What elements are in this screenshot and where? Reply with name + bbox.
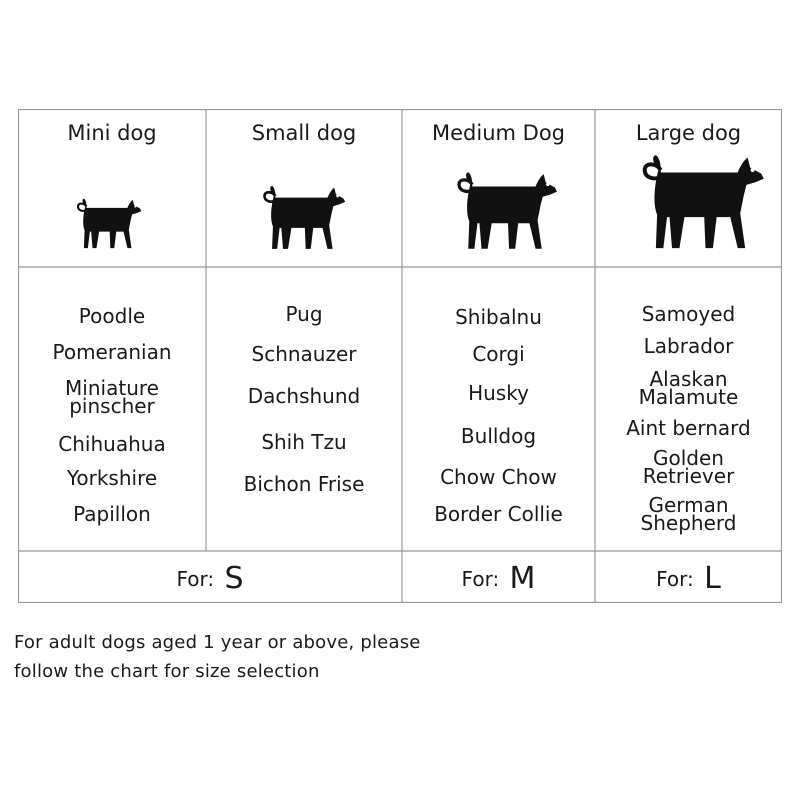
breed-item: Chihuahua bbox=[58, 432, 166, 456]
breed-item: Bulldog bbox=[460, 424, 537, 448]
breed-item: German Shepherd bbox=[640, 493, 737, 535]
size-prefix: For: bbox=[176, 567, 215, 591]
breed-item: Corgi bbox=[472, 342, 525, 366]
breed-item: Bichon Frise bbox=[243, 472, 365, 496]
dog-silhouette-icon bbox=[262, 181, 346, 253]
breed-item: Papillon bbox=[73, 502, 151, 526]
size-prefix: For: bbox=[461, 567, 500, 591]
breed-item: Chow Chow bbox=[440, 465, 557, 489]
breed-item: Schnauzer bbox=[251, 342, 357, 366]
size-label-s bbox=[18, 561, 402, 596]
breed-item: Pug bbox=[285, 302, 323, 326]
breed-item: Samoyed bbox=[641, 302, 736, 326]
dog-silhouette-icon bbox=[76, 195, 142, 251]
breed-item: Alaskan Malamute bbox=[638, 367, 739, 409]
dog-silhouette-icon bbox=[456, 167, 558, 253]
size-chart bbox=[18, 109, 782, 603]
breed-item: Golden Retriever bbox=[642, 446, 735, 488]
breed-item: Miniature pinscher bbox=[65, 376, 159, 418]
size-letter: S bbox=[224, 561, 244, 596]
breed-item: Aint bernard bbox=[626, 416, 751, 440]
note-line: For adult dogs aged 1 year or above, please bbox=[14, 632, 421, 653]
size-letter: M bbox=[509, 561, 536, 596]
breed-item: Dachshund bbox=[247, 384, 361, 408]
breed-item: Labrador bbox=[643, 334, 734, 358]
breed-item: Border Collie bbox=[434, 502, 563, 526]
column-title-large: Large dog bbox=[635, 121, 742, 145]
column-title-mini: Mini dog bbox=[67, 121, 157, 145]
breed-item: Shih Tzu bbox=[261, 430, 347, 454]
breed-item: Husky bbox=[468, 381, 529, 405]
size-prefix: For: bbox=[656, 567, 694, 591]
breed-item: Shibalnu bbox=[455, 305, 542, 329]
note-line: follow the chart for size selection bbox=[14, 661, 320, 682]
size-label-m bbox=[402, 561, 595, 596]
breed-item: Pomeranian bbox=[52, 340, 172, 364]
size-label-l bbox=[595, 561, 782, 596]
dog-silhouette-icon bbox=[641, 149, 765, 253]
column-title-small: Small dog bbox=[251, 121, 357, 145]
size-note bbox=[14, 628, 421, 686]
breed-item: Poodle bbox=[78, 304, 146, 328]
breed-item: Yorkshire bbox=[66, 466, 158, 490]
size-letter: L bbox=[704, 561, 721, 596]
column-title-medium: Medium Dog bbox=[432, 121, 565, 145]
